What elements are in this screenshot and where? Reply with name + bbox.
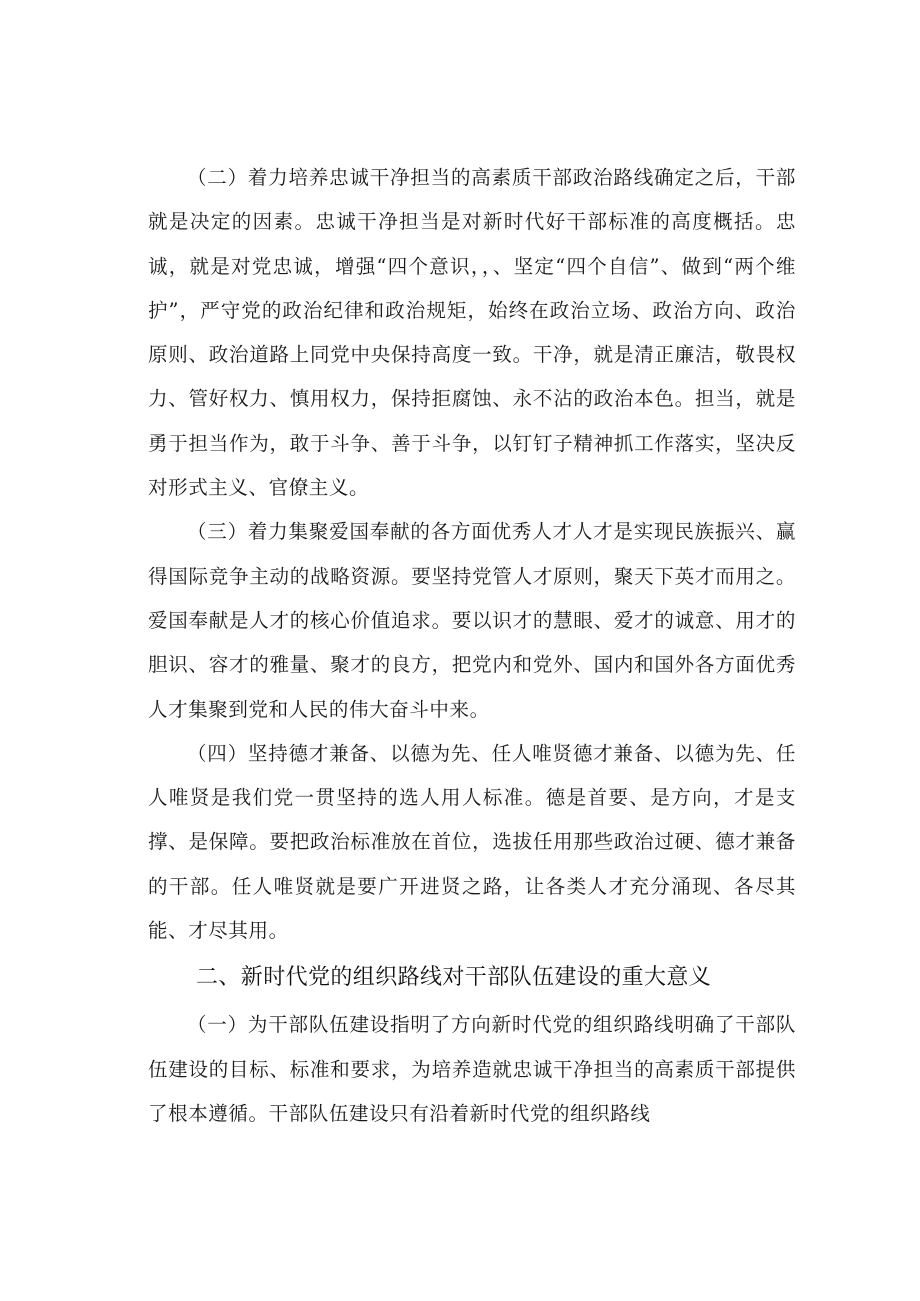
section-heading-2: 二、新时代党的组织路线对干部队伍建设的重大意义 bbox=[196, 965, 712, 991]
paragraph-direction: （一）为干部队伍建设指明了方向新时代党的组织路线明确了干部队伍建设的目标、标准和要求，为培养造就忠诚干净担当的高素质干部提供了根本遵循。干部队伍建设只有沿着新时代党的组织路线 bbox=[148, 1013, 796, 1125]
paragraph-talent-gathering: （三）着力集聚爱国奉献的各方面优秀人才人才是实现民族振兴、赢得国际竞争主动的战略资源。要坚持党管人才原则，聚天下英才而用之。爱国奉献是人才的核心价值追求。要以识才的慧眼、爱才的诚意、用才的胆识、容才的雅量、聚才的良方，把党内和党外、国内和国外各方面优秀人才集聚到党和人民的伟大奋斗中来。 bbox=[148, 520, 796, 721]
paragraph-cadre-quality: （二）着力培养忠诚干净担当的高素质干部政治路线确定之后，干部就是决定的因素。忠诚干净担当是对新时代好干部标准的高度概括。忠诚，就是对党忠诚，增强“四个意识，，、坚定“四个自信”、做到“两个维护”，严守党的政治纪律和政治规矩，始终在政治立场、政治方向、政治原则、政治道路上同党中央保持高度一致。干净，就是清正廉洁，敬畏权力、管好权力、慎用权力，保持拒腐蚀、永不沾的政治本色。担当，就是勇于担当作为，敢于斗争、善于斗争，以钉钉子精神抓工作落实，坚决反对形式主义、官僚主义。 bbox=[148, 166, 796, 500]
paragraph-virtue-talent: （四）坚持德才兼备、以德为先、任人唯贤德才兼备、以德为先、任人唯贤是我们党一贯坚持的选人用人标准。德是首要、是方向，才是支撑、是保障。要把政治标准放在首位，选拔任用那些政治过硬、德才兼备的干部。任人唯贤就是要广开进贤之路，让各类人才充分涌现、各尽其能、才尽其用。 bbox=[148, 741, 796, 943]
document-body bbox=[148, 156, 796, 1136]
